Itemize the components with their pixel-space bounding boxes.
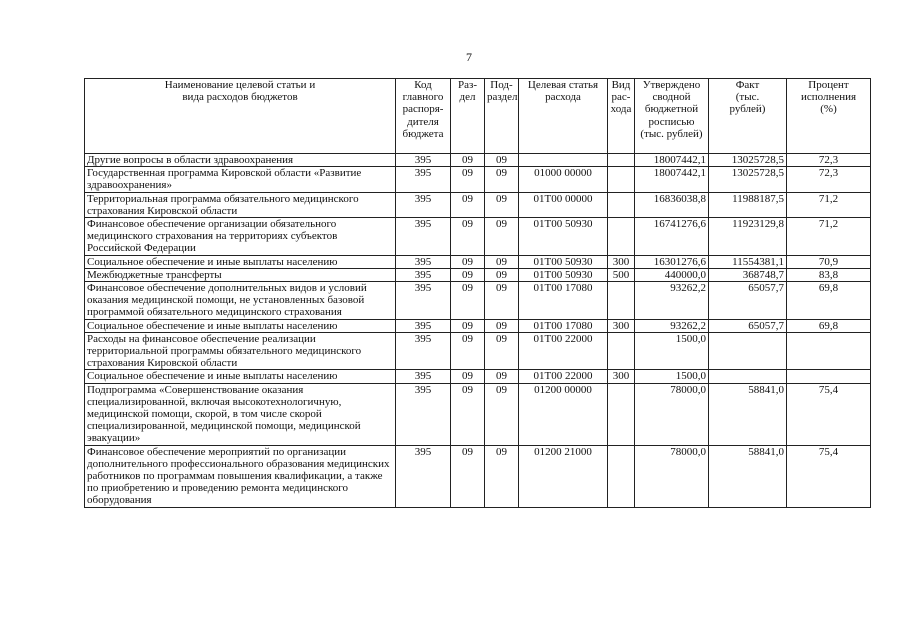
header-razdel: Раз- дел (451, 79, 485, 154)
cell-approved: 16741276,6 (635, 218, 709, 256)
cell-podrazdel: 09 (485, 370, 519, 383)
table-row (85, 445, 871, 507)
cell-name: Финансовое обеспечение организации обязательного медицинского страхования на территориях субъектов Российской Федерации (85, 218, 396, 256)
cell-target: 01Т00 17080 (519, 282, 608, 320)
cell-razdel: 09 (451, 383, 485, 445)
cell-code: 395 (396, 282, 451, 320)
cell-target: 01Т00 50930 (519, 268, 608, 281)
cell-percent: 70,9 (787, 255, 871, 268)
cell-fact: 11923129,8 (709, 218, 787, 256)
cell-target (519, 154, 608, 167)
header-target: Целевая статья расхода (519, 79, 608, 154)
cell-razdel: 09 (451, 192, 485, 217)
cell-podrazdel: 09 (485, 218, 519, 256)
cell-fact (709, 332, 787, 370)
cell-vid (608, 383, 635, 445)
cell-razdel: 09 (451, 154, 485, 167)
cell-name: Финансовое обеспечение мероприятий по организации дополнительного профессионального образования медицинских работников по программам повышения квалификации, а также по приобретению и проведению ремонта медицинского оборудования (85, 445, 396, 507)
cell-percent: 69,8 (787, 319, 871, 332)
cell-vid (608, 167, 635, 192)
page-number: 7 (466, 50, 472, 64)
table-row (85, 282, 871, 320)
cell-fact (709, 370, 787, 383)
cell-name: Территориальная программа обязательного медицинского страхования Кировской области (85, 192, 396, 217)
cell-podrazdel: 09 (485, 167, 519, 192)
cell-approved: 1500,0 (635, 332, 709, 370)
cell-approved: 16301276,6 (635, 255, 709, 268)
cell-approved: 440000,0 (635, 268, 709, 281)
table-body (85, 154, 871, 508)
cell-code: 395 (396, 154, 451, 167)
cell-code: 395 (396, 268, 451, 281)
cell-code: 395 (396, 167, 451, 192)
cell-target: 01Т00 22000 (519, 370, 608, 383)
cell-podrazdel: 09 (485, 445, 519, 507)
table-header-row (85, 79, 871, 154)
cell-podrazdel: 09 (485, 282, 519, 320)
table-row (85, 255, 871, 268)
cell-approved: 93262,2 (635, 319, 709, 332)
cell-percent: 75,4 (787, 383, 871, 445)
cell-name: Подпрограмма «Совершенствование оказания специализированной, включая высокотехнологичную, медицинской помощи, скорой, в том числе скорой специализированной, медицинской помощи, медицинской эвакуации» (85, 383, 396, 445)
cell-target: 01Т00 17080 (519, 319, 608, 332)
cell-percent: 83,8 (787, 268, 871, 281)
cell-vid (608, 332, 635, 370)
table-row (85, 167, 871, 192)
table-row (85, 154, 871, 167)
cell-approved: 18007442,1 (635, 167, 709, 192)
cell-approved: 78000,0 (635, 445, 709, 507)
cell-podrazdel: 09 (485, 192, 519, 217)
cell-code: 395 (396, 383, 451, 445)
cell-fact: 13025728,5 (709, 167, 787, 192)
cell-razdel: 09 (451, 268, 485, 281)
cell-vid: 300 (608, 370, 635, 383)
cell-target: 01000 00000 (519, 167, 608, 192)
cell-fact: 58841,0 (709, 383, 787, 445)
cell-fact: 13025728,5 (709, 154, 787, 167)
cell-percent: 71,2 (787, 218, 871, 256)
cell-name: Финансовое обеспечение дополнительных видов и условий оказания медицинской помощи, не установленных базовой программой обязательного медицинского страхования (85, 282, 396, 320)
cell-fact: 65057,7 (709, 319, 787, 332)
cell-fact: 368748,7 (709, 268, 787, 281)
cell-percent (787, 370, 871, 383)
cell-fact: 11988187,5 (709, 192, 787, 217)
table-row (85, 383, 871, 445)
cell-target: 01200 00000 (519, 383, 608, 445)
cell-code: 395 (396, 332, 451, 370)
cell-approved: 16836038,8 (635, 192, 709, 217)
header-approved: Утверждено сводной бюджетной росписью (тыс. рублей) (635, 79, 709, 154)
table-row (85, 192, 871, 217)
cell-percent: 71,2 (787, 192, 871, 217)
table-row (85, 268, 871, 281)
cell-vid (608, 445, 635, 507)
cell-percent: 72,3 (787, 154, 871, 167)
cell-vid (608, 282, 635, 320)
cell-razdel: 09 (451, 255, 485, 268)
header-name: Наименование целевой статьи и вида расходов бюджетов (85, 79, 396, 154)
header-vid: Вид рас- хода (608, 79, 635, 154)
cell-percent: 69,8 (787, 282, 871, 320)
cell-podrazdel: 09 (485, 268, 519, 281)
cell-code: 395 (396, 255, 451, 268)
header-code: Код главного распоря- дителя бюджета (396, 79, 451, 154)
budget-execution-table (84, 78, 871, 508)
table-row (85, 332, 871, 370)
cell-vid: 500 (608, 268, 635, 281)
cell-vid (608, 154, 635, 167)
cell-vid (608, 218, 635, 256)
cell-name: Расходы на финансовое обеспечение реализации территориальной программы обязательного медицинского страхования Кировской области (85, 332, 396, 370)
cell-vid: 300 (608, 255, 635, 268)
cell-name: Социальное обеспечение и иные выплаты населению (85, 370, 396, 383)
cell-percent: 72,3 (787, 167, 871, 192)
cell-percent: 75,4 (787, 445, 871, 507)
cell-razdel: 09 (451, 370, 485, 383)
cell-razdel: 09 (451, 445, 485, 507)
header-podrazdel: Под- раздел (485, 79, 519, 154)
cell-podrazdel: 09 (485, 319, 519, 332)
cell-target: 01Т00 22000 (519, 332, 608, 370)
cell-code: 395 (396, 445, 451, 507)
cell-podrazdel: 09 (485, 255, 519, 268)
cell-target: 01Т00 00000 (519, 192, 608, 217)
cell-vid (608, 192, 635, 217)
cell-name: Государственная программа Кировской области «Развитие здравоохранения» (85, 167, 396, 192)
cell-razdel: 09 (451, 167, 485, 192)
cell-razdel: 09 (451, 218, 485, 256)
cell-approved: 78000,0 (635, 383, 709, 445)
cell-razdel: 09 (451, 282, 485, 320)
cell-code: 395 (396, 370, 451, 383)
cell-podrazdel: 09 (485, 383, 519, 445)
cell-razdel: 09 (451, 332, 485, 370)
table-row (85, 319, 871, 332)
cell-code: 395 (396, 218, 451, 256)
table-row (85, 218, 871, 256)
header-fact: Факт (тыс. рублей) (709, 79, 787, 154)
cell-name: Межбюджетные трансферты (85, 268, 396, 281)
cell-approved: 18007442,1 (635, 154, 709, 167)
cell-approved: 93262,2 (635, 282, 709, 320)
table-row (85, 370, 871, 383)
cell-fact: 65057,7 (709, 282, 787, 320)
cell-razdel: 09 (451, 319, 485, 332)
cell-target: 01200 21000 (519, 445, 608, 507)
header-percent: Процент исполнения (%) (787, 79, 871, 154)
cell-vid: 300 (608, 319, 635, 332)
cell-podrazdel: 09 (485, 332, 519, 370)
cell-fact: 58841,0 (709, 445, 787, 507)
cell-name: Социальное обеспечение и иные выплаты населению (85, 255, 396, 268)
cell-approved: 1500,0 (635, 370, 709, 383)
cell-fact: 11554381,1 (709, 255, 787, 268)
cell-code: 395 (396, 192, 451, 217)
cell-percent (787, 332, 871, 370)
cell-podrazdel: 09 (485, 154, 519, 167)
cell-target: 01Т00 50930 (519, 255, 608, 268)
cell-name: Социальное обеспечение и иные выплаты населению (85, 319, 396, 332)
cell-name: Другие вопросы в области здравоохранения (85, 154, 396, 167)
cell-target: 01Т00 50930 (519, 218, 608, 256)
cell-code: 395 (396, 319, 451, 332)
